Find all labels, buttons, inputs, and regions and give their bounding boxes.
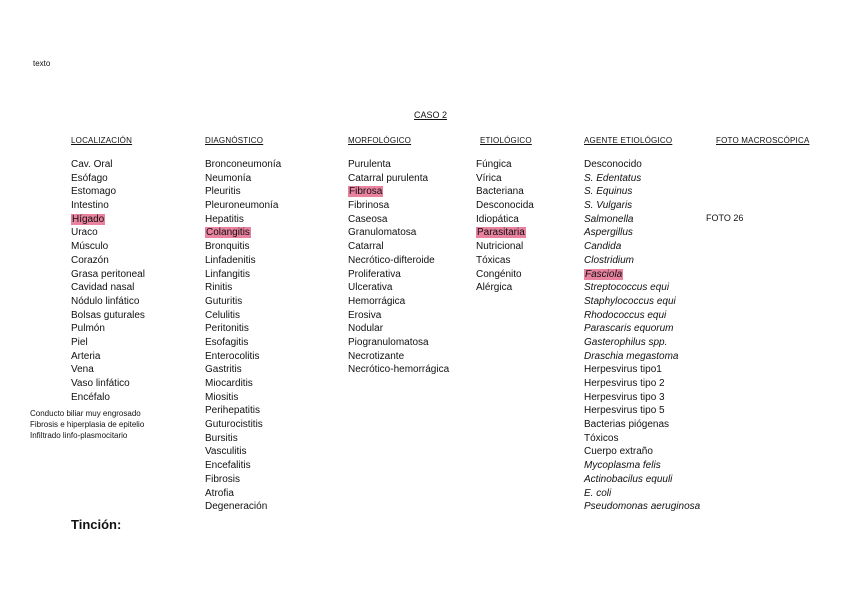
list-item: Aspergillus: [584, 227, 633, 239]
list-item: Grasa peritoneal: [71, 268, 145, 280]
list-item: Vírica: [476, 172, 502, 184]
header-diagnostico: DIAGNÓSTICO: [205, 136, 264, 145]
list-item: Granulomatosa: [348, 227, 417, 239]
list-item: Pulmón: [71, 323, 105, 335]
list-item: Esófago: [71, 172, 108, 184]
list-item: Encefalitis: [205, 460, 251, 472]
list-item: Salmonella: [584, 213, 634, 225]
list-item: Encéfalo: [71, 391, 110, 403]
note-line: Fibrosis e hiperplasia de epitelio: [30, 420, 145, 429]
list-item: Vaso linfático: [71, 378, 130, 389]
list-item: Herpesvirus tipo 3: [584, 391, 665, 403]
list-item: Necrotizante: [348, 350, 405, 362]
list-item: Cav. Oral: [71, 159, 113, 170]
list-item: Enterocolitis: [205, 350, 260, 362]
list-item: Gastritis: [205, 364, 242, 376]
list-item: Estomago: [71, 186, 117, 198]
list-item: Nódulo linfático: [71, 295, 140, 307]
list-item: Piel: [71, 336, 88, 348]
list-item: Bursitis: [205, 432, 238, 444]
localizacion-list: [71, 158, 145, 404]
notes: [30, 408, 144, 441]
list-item: Proliferativa: [348, 268, 401, 280]
list-item: Herpesvirus tipo1: [584, 364, 662, 376]
list-item: Mycoplasma felis: [584, 460, 661, 472]
header-morfologico: MORFOLÓGICO: [348, 136, 412, 145]
list-item: Bolsas guturales: [71, 309, 145, 321]
list-item: Ulcerativa: [348, 282, 393, 294]
list-item: Guturocistitis: [205, 419, 263, 431]
list-item: Fibrinosa: [348, 200, 390, 212]
list-item-highlighted: [476, 226, 534, 240]
list-item: Esofagitis: [205, 336, 249, 348]
list-item: Desconocido: [584, 159, 642, 170]
highlight: Fasciola: [585, 268, 623, 280]
list-item: Bronconeumonía: [205, 159, 282, 170]
list-item: Draschia megastoma: [584, 350, 679, 362]
list-item: Tóxicas: [476, 254, 511, 266]
list-item: Rinitis: [205, 282, 233, 294]
list-item: Vasculitis: [205, 446, 247, 458]
list-item: Degeneración: [205, 501, 268, 513]
list-item: Miocarditis: [205, 378, 253, 389]
list-item: Bacterias piógenas: [584, 419, 670, 431]
list-item: Erosiva: [348, 309, 382, 321]
foto-label: FOTO 26: [706, 213, 744, 223]
list-item: Corazón: [71, 254, 109, 266]
note-line: Conducto biliar muy engrosado: [30, 409, 141, 418]
list-item: Congénito: [476, 268, 522, 280]
list-item: Linfangitis: [205, 268, 251, 280]
list-item: Necrótico-difteroide: [348, 254, 435, 266]
highlight: Hígado: [72, 213, 105, 225]
list-item: Candida: [584, 241, 622, 253]
list-item: Hepatitis: [205, 213, 244, 225]
agente-list: [584, 158, 700, 514]
highlight: Colangitis: [206, 227, 250, 239]
list-item: Atrofia: [205, 487, 234, 499]
etiologico-list: [476, 158, 534, 295]
list-item: Parascaris equorum: [584, 323, 674, 335]
list-item: S. Edentatus: [584, 172, 642, 184]
header-foto: FOTO MACROSCÓPICA: [716, 136, 810, 145]
list-item: Herpesvirus tipo 2: [584, 378, 665, 389]
morfologico-list: [348, 158, 449, 377]
list-item: Peritonitis: [205, 323, 249, 335]
list-item: Vena: [71, 364, 94, 376]
header-localizacion: LOCALIZACIÓN: [71, 136, 133, 145]
list-item: Cavidad nasal: [71, 282, 135, 294]
list-item: S. Vulgaris: [584, 200, 633, 212]
list-item: Músculo: [71, 241, 109, 253]
diagnostico-list: [205, 158, 281, 514]
list-item: Perihepatitis: [205, 405, 261, 417]
list-item: Catarral purulenta: [348, 172, 429, 184]
list-item: Necrótico-hemorrágica: [348, 364, 450, 376]
list-item: Tóxicos: [584, 432, 619, 444]
list-item: Uraco: [71, 227, 98, 239]
list-item: Hemorrágica: [348, 295, 406, 307]
list-item-highlighted: [205, 226, 281, 240]
list-item: Gasterophilus spp.: [584, 336, 668, 348]
list-item-highlighted: [71, 213, 145, 227]
list-item: Linfadenitis: [205, 254, 256, 266]
list-item: Bacteriana: [476, 186, 524, 198]
list-item: Pleuritis: [205, 186, 241, 198]
list-item: Neumonía: [205, 172, 252, 184]
list-item: Pleuroneumonía: [205, 200, 279, 212]
list-item: S. Equinus: [584, 186, 633, 198]
tincion-heading: Tinción:: [71, 517, 122, 532]
list-item: Catarral: [348, 241, 384, 253]
list-item: Alérgica: [476, 282, 513, 294]
list-item: Actinobacilus equuli: [584, 473, 673, 485]
list-item: Idiopática: [476, 213, 519, 225]
case-title: CASO 2: [414, 110, 448, 120]
note-line: Infiltrado linfo-plasmocitario: [30, 431, 128, 440]
highlight: Parasitaria: [477, 227, 525, 239]
list-item: Fibrosis: [205, 473, 241, 485]
list-item: Desconocida: [476, 200, 534, 212]
list-item: Cuerpo extraño: [584, 446, 653, 458]
list-item: Arteria: [71, 350, 101, 362]
list-item: Herpesvirus tipo 5: [584, 405, 665, 417]
list-item: E. coli: [584, 487, 612, 499]
texto-label: texto: [33, 59, 51, 68]
list-item: Rhodococcus equi: [584, 309, 667, 321]
list-item: Staphylococcus equi: [584, 295, 676, 307]
list-item: Caseosa: [348, 213, 388, 225]
header-etiologico: ETIOLÓGICO: [480, 136, 532, 145]
list-item: Guturitis: [205, 295, 243, 307]
list-item: Streptococcus equi: [584, 282, 670, 294]
highlight: Fibrosa: [349, 186, 383, 198]
list-item: Fúngica: [476, 159, 512, 170]
list-item: Purulenta: [348, 159, 391, 170]
list-item: Celulitis: [205, 309, 241, 321]
list-item: Bronquitis: [205, 241, 250, 253]
list-item: Piogranulomatosa: [348, 336, 429, 348]
list-item: Clostridium: [584, 254, 635, 266]
list-item-highlighted: [584, 268, 700, 282]
header-agente: AGENTE ETIOLÓGICO: [584, 136, 673, 145]
list-item: Pseudomonas aeruginosa: [584, 501, 701, 513]
list-item-highlighted: [348, 185, 449, 199]
list-item: Miositis: [205, 391, 239, 403]
list-item: Nodular: [348, 323, 384, 335]
list-item: Intestino: [71, 200, 109, 212]
list-item: Nutricional: [476, 241, 524, 253]
